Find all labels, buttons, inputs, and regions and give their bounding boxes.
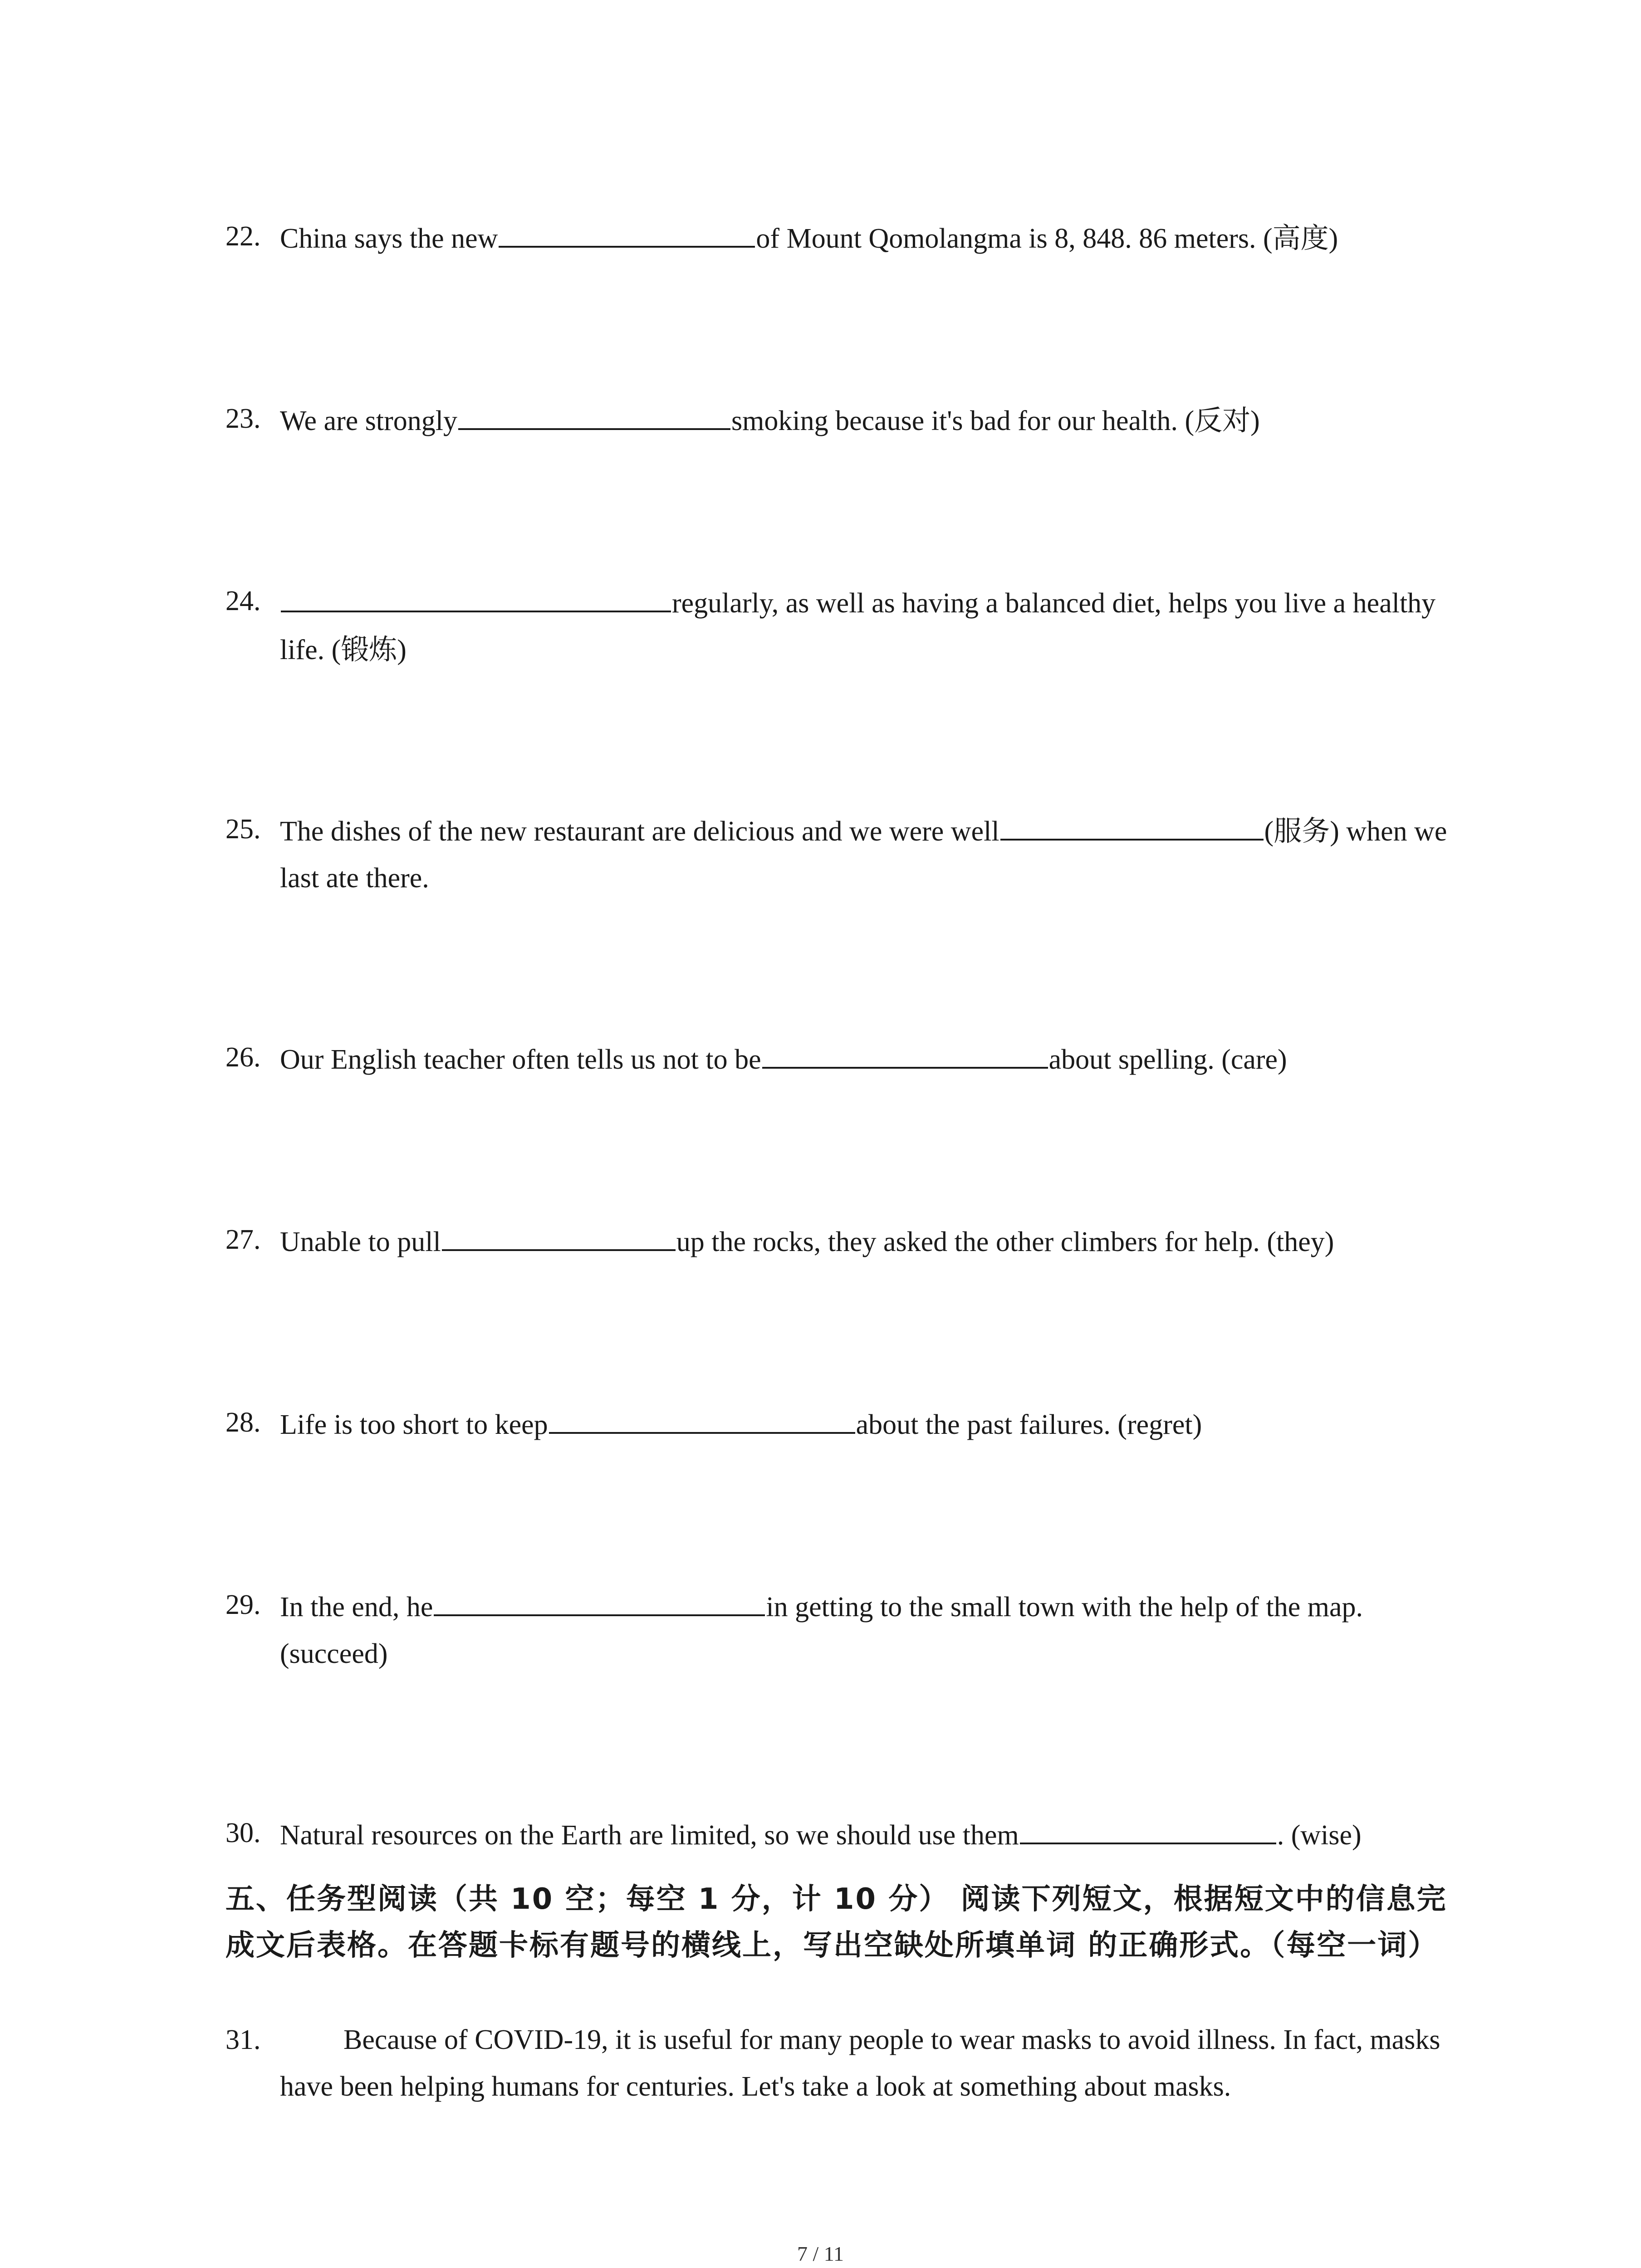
question-23: [225, 396, 1450, 445]
answer-blank[interactable]: [434, 1582, 765, 1616]
answer-blank[interactable]: [1000, 806, 1264, 841]
question-text-after: up the rocks, they asked the other climbers for help. (they): [676, 1227, 1334, 1257]
question-number: 30.: [225, 1818, 261, 1848]
question-number: 22.: [225, 221, 261, 252]
question-29: [225, 1582, 1450, 1677]
passage-text: Because of COVID-19, it is useful for many people to wear masks to avoid illness. In fact, masks have been helping humans for centuries. Let's take a look at something about masks.: [280, 2024, 1440, 2102]
question-number: 31.: [225, 2024, 261, 2055]
question-number: 29.: [225, 1589, 261, 1620]
question-text-after: smoking because it's bad for our health. (反对): [731, 406, 1260, 436]
question-number: 24.: [225, 586, 261, 616]
question-text-before: Unable to pull: [280, 1227, 441, 1257]
question-number: 25.: [225, 814, 261, 845]
question-text-after: (服务) when we last ate there.: [280, 816, 1447, 894]
section-heading: 五、任务型阅读（共 10 空；每空 1 分，计 10 分） 阅读下列短文，根据短文中的信息完成文后表格。在答题卡标有题号的横线上，写出空缺处所填单词 的正确形式。（每空一词）: [225, 1882, 1447, 1962]
question-27: [225, 1217, 1450, 1266]
question-22: [225, 213, 1450, 262]
answer-blank[interactable]: [458, 396, 730, 430]
question-text-before: China says the new: [280, 223, 498, 254]
answer-blank[interactable]: [281, 578, 671, 612]
answer-blank[interactable]: [549, 1399, 855, 1434]
question-text-before: Our English teacher often tells us not to be: [280, 1044, 761, 1075]
question-text-before: In the end, he: [280, 1592, 433, 1623]
question-number: 26.: [225, 1042, 261, 1073]
question-text-after: about spelling. (care): [1048, 1044, 1287, 1075]
passage-31: [225, 2017, 1450, 2110]
answer-blank[interactable]: [1020, 1810, 1276, 1844]
question-text-before: Natural resources on the Earth are limited, so we should use them: [280, 1820, 1019, 1851]
answer-blank[interactable]: [442, 1217, 676, 1251]
question-text-after: regularly, as well as having a balanced diet, helps you live a healthy life. (锻炼): [280, 588, 1436, 665]
question-24: [225, 578, 1450, 674]
question-text-after: in getting to the small town with the help of the map. (succeed): [280, 1592, 1363, 1669]
question-number: 27.: [225, 1224, 261, 1255]
answer-blank[interactable]: [762, 1034, 1048, 1069]
answer-blank[interactable]: [499, 213, 755, 248]
question-text-before: We are strongly: [280, 406, 457, 436]
question-28: [225, 1399, 1450, 1448]
question-number: 28.: [225, 1407, 261, 1438]
page-indicator: 7 / 11: [797, 2242, 844, 2265]
question-text-before: The dishes of the new restaurant are delicious and we were well: [280, 816, 999, 847]
question-25: [225, 806, 1450, 902]
question-30: [225, 1810, 1450, 1859]
question-text-after: about the past failures. (regret): [856, 1409, 1202, 1440]
question-number: 23.: [225, 403, 261, 434]
question-text-after: of Mount Qomolangma is 8, 848. 86 meters. (高度): [756, 223, 1338, 254]
question-text-before: Life is too short to keep: [280, 1409, 548, 1440]
question-26: [225, 1034, 1450, 1083]
question-text-after: . (wise): [1277, 1820, 1362, 1851]
